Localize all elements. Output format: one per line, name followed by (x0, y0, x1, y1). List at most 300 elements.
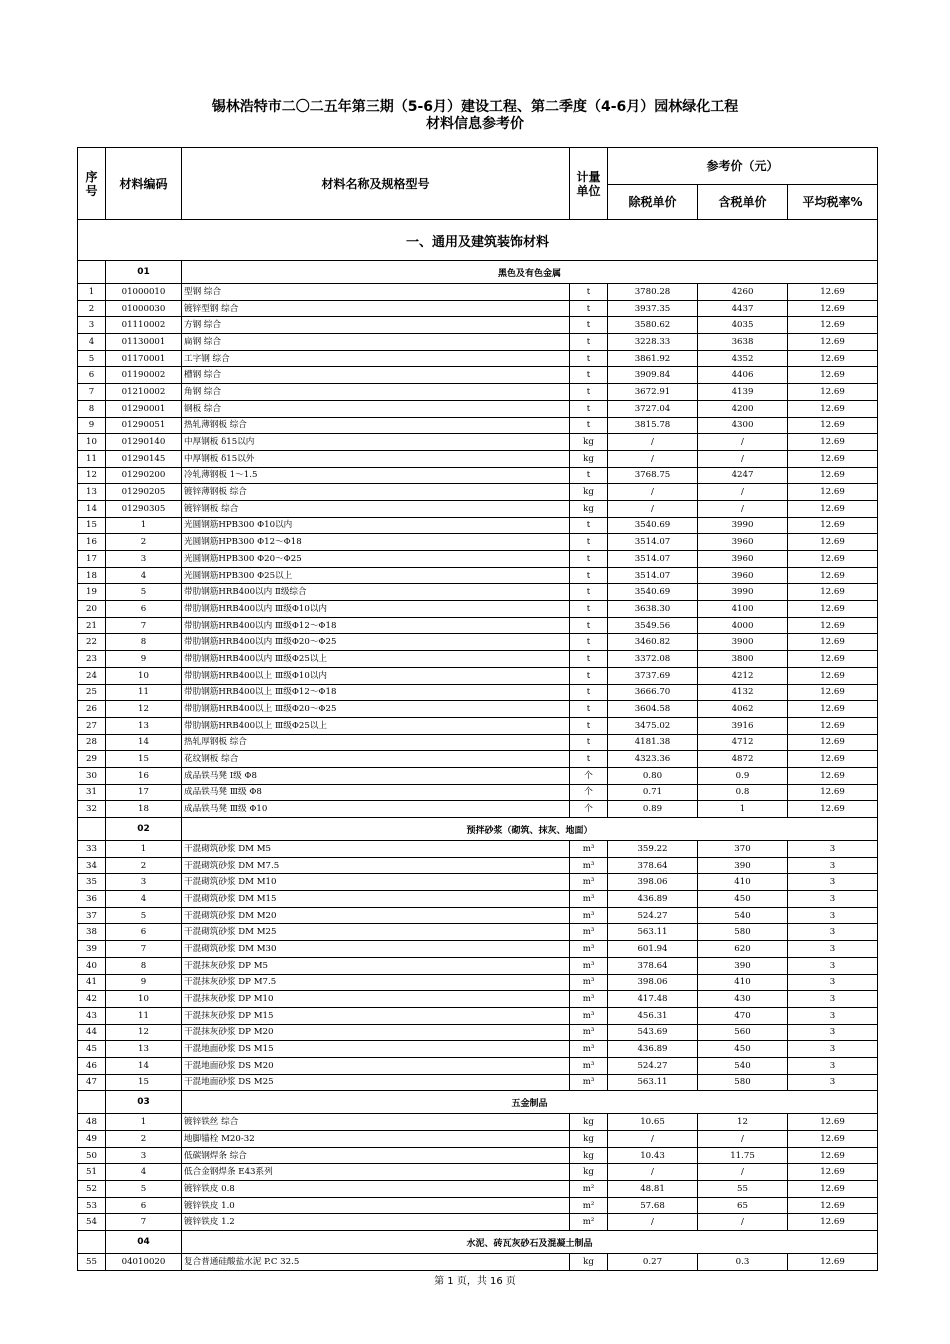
row-name: 干混抹灰砂浆 DP M5 (182, 957, 570, 974)
row-code: 8 (106, 634, 182, 651)
row-name: 成品铁马凳 Ⅰ级 Φ8 (182, 767, 570, 784)
row-price-ex-tax: / (608, 434, 698, 451)
row-avg-tax: 3 (788, 991, 878, 1008)
table-row (78, 701, 878, 718)
row-name: 复合普通硅酸盐水泥 P.C 32.5 (182, 1254, 570, 1271)
row-unit: 个 (570, 767, 608, 784)
row-price-ex-tax: 0.27 (608, 1254, 698, 1271)
row-price-ex-tax: 48.81 (608, 1181, 698, 1198)
row-seq: 26 (78, 701, 106, 718)
table-row (78, 1024, 878, 1041)
row-name: 光圆钢筋HPB300 Φ25以上 (182, 567, 570, 584)
row-seq: 50 (78, 1147, 106, 1164)
row-name: 光圆钢筋HPB300 Φ20～Φ25 (182, 551, 570, 568)
row-seq: 30 (78, 767, 106, 784)
group-code: 01 (106, 261, 182, 284)
header-code: 材料编码 (106, 148, 182, 220)
table-row (78, 857, 878, 874)
row-seq: 38 (78, 924, 106, 941)
row-unit: kg (570, 484, 608, 501)
row-price-ex-tax: 3580.62 (608, 317, 698, 334)
row-name: 干混抹灰砂浆 DP M7.5 (182, 974, 570, 991)
table-row (78, 551, 878, 568)
row-code: 01000010 (106, 284, 182, 301)
table-row (78, 534, 878, 551)
row-price-inc-tax: 12 (698, 1114, 788, 1131)
row-name: 镀锌薄钢板 综合 (182, 484, 570, 501)
row-avg-tax: 12.69 (788, 300, 878, 317)
row-avg-tax: 12.69 (788, 1147, 878, 1164)
row-code: 5 (106, 584, 182, 601)
row-unit: t (570, 517, 608, 534)
row-price-inc-tax: 4352 (698, 350, 788, 367)
row-seq: 32 (78, 801, 106, 818)
row-avg-tax: 12.69 (788, 1254, 878, 1271)
table-row (78, 601, 878, 618)
row-code: 2 (106, 1131, 182, 1148)
row-code: 2 (106, 534, 182, 551)
row-code: 12 (106, 1024, 182, 1041)
row-price-ex-tax: 398.06 (608, 874, 698, 891)
row-unit: m³ (570, 957, 608, 974)
table-row (78, 484, 878, 501)
row-name: 带肋钢筋HRB400以上 Ⅲ级Φ10以内 (182, 667, 570, 684)
row-name: 光圆钢筋HPB300 Φ12～Φ18 (182, 534, 570, 551)
row-unit: m² (570, 1214, 608, 1231)
row-code: 11 (106, 684, 182, 701)
row-unit: t (570, 617, 608, 634)
row-avg-tax: 3 (788, 1041, 878, 1058)
row-price-ex-tax: 563.11 (608, 924, 698, 941)
row-name: 成品铁马凳 Ⅲ级 Φ8 (182, 784, 570, 801)
group-empty-cell (78, 818, 106, 841)
row-price-inc-tax: 4035 (698, 317, 788, 334)
row-name: 干混砌筑砂浆 DM M15 (182, 891, 570, 908)
row-seq: 23 (78, 651, 106, 668)
row-price-inc-tax: 620 (698, 941, 788, 958)
row-unit: t (570, 300, 608, 317)
row-price-ex-tax: 524.27 (608, 907, 698, 924)
row-code: 01210002 (106, 384, 182, 401)
row-seq: 31 (78, 784, 106, 801)
row-price-inc-tax: / (698, 434, 788, 451)
row-price-inc-tax: 3916 (698, 717, 788, 734)
row-code: 13 (106, 717, 182, 734)
row-price-ex-tax: 436.89 (608, 1041, 698, 1058)
row-code: 01190002 (106, 367, 182, 384)
row-avg-tax: 12.69 (788, 734, 878, 751)
row-name: 中厚钢板 δ15以外 (182, 450, 570, 467)
document-subtitle: 材料信息参考价 (426, 116, 524, 132)
row-unit: t (570, 284, 608, 301)
row-seq: 42 (78, 991, 106, 1008)
table-row (78, 500, 878, 517)
row-price-ex-tax: / (608, 1131, 698, 1148)
row-name: 角钢 综合 (182, 384, 570, 401)
row-price-inc-tax: 450 (698, 1041, 788, 1058)
table-row (78, 317, 878, 334)
row-name: 干混砌筑砂浆 DM M5 (182, 841, 570, 858)
row-seq: 41 (78, 974, 106, 991)
row-name: 干混地面砂浆 DS M25 (182, 1074, 570, 1091)
row-seq: 37 (78, 907, 106, 924)
price-table (77, 147, 878, 1271)
row-price-inc-tax: 4712 (698, 734, 788, 751)
group-name: 五金制品 (182, 1091, 878, 1114)
row-price-inc-tax: 65 (698, 1197, 788, 1214)
row-unit: t (570, 651, 608, 668)
row-avg-tax: 12.69 (788, 534, 878, 551)
row-unit: m³ (570, 841, 608, 858)
row-name: 镀锌铁丝 综合 (182, 1114, 570, 1131)
row-name: 带肋钢筋HRB400以上 Ⅲ级Φ12～Φ18 (182, 684, 570, 701)
row-price-ex-tax: 3937.35 (608, 300, 698, 317)
row-avg-tax: 12.69 (788, 667, 878, 684)
row-price-ex-tax: 3815.78 (608, 417, 698, 434)
row-price-ex-tax: 3228.33 (608, 334, 698, 351)
row-price-inc-tax: 450 (698, 891, 788, 908)
row-unit: kg (570, 1164, 608, 1181)
row-price-ex-tax: 359.22 (608, 841, 698, 858)
row-code: 7 (106, 617, 182, 634)
table-row (78, 617, 878, 634)
row-name: 热轧厚钢板 综合 (182, 734, 570, 751)
row-unit: m³ (570, 857, 608, 874)
row-code: 16 (106, 767, 182, 784)
row-seq: 34 (78, 857, 106, 874)
row-price-inc-tax: / (698, 450, 788, 467)
row-name: 花纹钢板 综合 (182, 751, 570, 768)
row-avg-tax: 12.69 (788, 334, 878, 351)
row-price-ex-tax: 3549.56 (608, 617, 698, 634)
row-seq: 54 (78, 1214, 106, 1231)
group-row (78, 1091, 878, 1114)
row-name: 干混砌筑砂浆 DM M30 (182, 941, 570, 958)
row-avg-tax: 3 (788, 874, 878, 891)
row-unit: kg (570, 1147, 608, 1164)
table-row (78, 567, 878, 584)
row-price-ex-tax: 3780.28 (608, 284, 698, 301)
row-code: 04010020 (106, 1254, 182, 1271)
header-name: 材料名称及规格型号 (182, 148, 570, 220)
row-price-ex-tax: 398.06 (608, 974, 698, 991)
table-row (78, 784, 878, 801)
row-unit: 个 (570, 801, 608, 818)
row-unit: m³ (570, 941, 608, 958)
row-name: 干混砌筑砂浆 DM M20 (182, 907, 570, 924)
row-code: 3 (106, 551, 182, 568)
row-unit: t (570, 551, 608, 568)
row-seq: 27 (78, 717, 106, 734)
row-name: 干混抹灰砂浆 DP M20 (182, 1024, 570, 1041)
row-avg-tax: 12.69 (788, 717, 878, 734)
row-avg-tax: 3 (788, 1074, 878, 1091)
row-name: 中厚钢板 δ15以内 (182, 434, 570, 451)
row-price-inc-tax: 3638 (698, 334, 788, 351)
row-avg-tax: 12.69 (788, 1164, 878, 1181)
row-avg-tax: 12.69 (788, 784, 878, 801)
row-seq: 7 (78, 384, 106, 401)
row-code: 11 (106, 1007, 182, 1024)
row-price-ex-tax: / (608, 484, 698, 501)
row-avg-tax: 12.69 (788, 1197, 878, 1214)
table-row (78, 417, 878, 434)
row-unit: t (570, 701, 608, 718)
row-price-ex-tax: 456.31 (608, 1007, 698, 1024)
table-row (78, 634, 878, 651)
row-price-ex-tax: 0.89 (608, 801, 698, 818)
row-code: 01000030 (106, 300, 182, 317)
table-row (78, 1007, 878, 1024)
row-avg-tax: 12.69 (788, 601, 878, 618)
row-name: 扁钢 综合 (182, 334, 570, 351)
row-seq: 14 (78, 500, 106, 517)
row-code: 18 (106, 801, 182, 818)
group-row (78, 1231, 878, 1254)
row-avg-tax: 12.69 (788, 701, 878, 718)
row-price-inc-tax: / (698, 1131, 788, 1148)
row-price-ex-tax: 0.71 (608, 784, 698, 801)
row-price-ex-tax: 3372.08 (608, 651, 698, 668)
table-row (78, 1147, 878, 1164)
row-avg-tax: 12.69 (788, 634, 878, 651)
row-unit: t (570, 467, 608, 484)
row-unit: m³ (570, 1024, 608, 1041)
row-price-ex-tax: 3514.07 (608, 551, 698, 568)
row-unit: kg (570, 1114, 608, 1131)
row-price-ex-tax: 417.48 (608, 991, 698, 1008)
row-price-inc-tax: 3800 (698, 651, 788, 668)
document-title: 锡林浩特市二〇二五年第三期（5-6月）建设工程、第二季度（4-6月）园林绿化工程 (211, 99, 739, 115)
row-seq: 4 (78, 334, 106, 351)
row-price-inc-tax: 3960 (698, 551, 788, 568)
table-row (78, 584, 878, 601)
row-seq: 5 (78, 350, 106, 367)
row-unit: kg (570, 1254, 608, 1271)
table-row (78, 1114, 878, 1131)
row-price-ex-tax: 3460.82 (608, 634, 698, 651)
row-unit: m³ (570, 1074, 608, 1091)
table-row (78, 717, 878, 734)
row-price-ex-tax: 3475.02 (608, 717, 698, 734)
header-avg-tax: 平均税率% (788, 185, 878, 220)
row-avg-tax: 3 (788, 891, 878, 908)
row-name: 低碳钢焊条 综合 (182, 1147, 570, 1164)
row-avg-tax: 12.69 (788, 450, 878, 467)
row-price-ex-tax: / (608, 450, 698, 467)
row-price-inc-tax: 4062 (698, 701, 788, 718)
row-price-ex-tax: 3672.91 (608, 384, 698, 401)
group-name: 预拌砂浆（砌筑、抹灰、地面） (182, 818, 878, 841)
row-unit: m³ (570, 1041, 608, 1058)
table-row (78, 1057, 878, 1074)
row-code: 3 (106, 874, 182, 891)
row-name: 工字钢 综合 (182, 350, 570, 367)
row-unit: t (570, 367, 608, 384)
row-seq: 45 (78, 1041, 106, 1058)
row-name: 带肋钢筋HRB400以内 Ⅲ级Φ10以内 (182, 601, 570, 618)
row-code: 01290051 (106, 417, 182, 434)
row-code: 1 (106, 517, 182, 534)
row-price-ex-tax: 3909.84 (608, 367, 698, 384)
table-row (78, 1197, 878, 1214)
row-seq: 6 (78, 367, 106, 384)
table-row (78, 334, 878, 351)
row-unit: m³ (570, 974, 608, 991)
row-avg-tax: 12.69 (788, 751, 878, 768)
row-avg-tax: 12.69 (788, 367, 878, 384)
row-unit: m² (570, 1197, 608, 1214)
group-empty-cell (78, 261, 106, 284)
row-name: 镀锌铁皮 0.8 (182, 1181, 570, 1198)
row-price-inc-tax: 390 (698, 857, 788, 874)
row-unit: m³ (570, 874, 608, 891)
row-unit: t (570, 717, 608, 734)
row-name: 冷轧薄钢板 1～1.5 (182, 467, 570, 484)
row-seq: 22 (78, 634, 106, 651)
row-price-inc-tax: 1 (698, 801, 788, 818)
row-unit: t (570, 601, 608, 618)
row-code: 01290140 (106, 434, 182, 451)
row-name: 方钢 综合 (182, 317, 570, 334)
row-price-inc-tax: 4260 (698, 284, 788, 301)
row-seq: 3 (78, 317, 106, 334)
row-name: 带肋钢筋HRB400以上 Ⅲ级Φ20～Φ25 (182, 701, 570, 718)
row-seq: 20 (78, 601, 106, 618)
row-avg-tax: 12.69 (788, 350, 878, 367)
row-price-inc-tax: 0.3 (698, 1254, 788, 1271)
row-avg-tax: 3 (788, 857, 878, 874)
row-unit: t (570, 734, 608, 751)
row-avg-tax: 12.69 (788, 584, 878, 601)
row-seq: 33 (78, 841, 106, 858)
row-price-ex-tax: / (608, 1214, 698, 1231)
row-avg-tax: 12.69 (788, 400, 878, 417)
row-code: 01110002 (106, 317, 182, 334)
table-row (78, 1131, 878, 1148)
row-name: 钢板 综合 (182, 400, 570, 417)
row-name: 带肋钢筋HRB400以内 Ⅱ级综合 (182, 584, 570, 601)
row-seq: 11 (78, 450, 106, 467)
row-code: 3 (106, 1147, 182, 1164)
row-name: 干混地面砂浆 DS M20 (182, 1057, 570, 1074)
row-code: 01290001 (106, 400, 182, 417)
row-seq: 9 (78, 417, 106, 434)
row-price-ex-tax: 4181.38 (608, 734, 698, 751)
row-code: 1 (106, 841, 182, 858)
section-title: 一、通用及建筑装饰材料 (78, 220, 878, 261)
table-row (78, 367, 878, 384)
row-avg-tax: 12.69 (788, 1214, 878, 1231)
row-price-inc-tax: 4406 (698, 367, 788, 384)
row-code: 9 (106, 651, 182, 668)
row-avg-tax: 3 (788, 841, 878, 858)
row-price-inc-tax: 430 (698, 991, 788, 1008)
row-price-inc-tax: 4212 (698, 667, 788, 684)
row-unit: t (570, 584, 608, 601)
row-price-inc-tax: / (698, 1164, 788, 1181)
row-price-inc-tax: 3960 (698, 534, 788, 551)
row-price-inc-tax: 3900 (698, 634, 788, 651)
row-avg-tax: 12.69 (788, 500, 878, 517)
table-row (78, 957, 878, 974)
row-name: 干混抹灰砂浆 DP M15 (182, 1007, 570, 1024)
row-name: 干混地面砂浆 DS M15 (182, 1041, 570, 1058)
row-name: 低合金钢焊条 E43系列 (182, 1164, 570, 1181)
table-row (78, 300, 878, 317)
row-seq: 8 (78, 400, 106, 417)
table-row (78, 891, 878, 908)
row-seq: 35 (78, 874, 106, 891)
row-seq: 29 (78, 751, 106, 768)
row-unit: kg (570, 450, 608, 467)
row-price-inc-tax: 4139 (698, 384, 788, 401)
row-name: 镀锌铁皮 1.2 (182, 1214, 570, 1231)
table-row (78, 450, 878, 467)
group-name: 黑色及有色金属 (182, 261, 878, 284)
row-code: 2 (106, 857, 182, 874)
row-code: 01130001 (106, 334, 182, 351)
table-row (78, 1074, 878, 1091)
row-avg-tax: 12.69 (788, 434, 878, 451)
row-unit: t (570, 667, 608, 684)
row-price-inc-tax: 4132 (698, 684, 788, 701)
table-row (78, 517, 878, 534)
table-row (78, 434, 878, 451)
row-seq: 43 (78, 1007, 106, 1024)
table-row (78, 400, 878, 417)
row-name: 镀锌铁皮 1.0 (182, 1197, 570, 1214)
row-avg-tax: 3 (788, 924, 878, 941)
row-seq: 13 (78, 484, 106, 501)
group-code: 03 (106, 1091, 182, 1114)
row-seq: 40 (78, 957, 106, 974)
group-row (78, 818, 878, 841)
row-avg-tax: 3 (788, 941, 878, 958)
row-unit: 个 (570, 784, 608, 801)
row-seq: 55 (78, 1254, 106, 1271)
row-price-ex-tax: 3604.58 (608, 701, 698, 718)
group-code: 04 (106, 1231, 182, 1254)
row-code: 12 (106, 701, 182, 718)
row-price-ex-tax: 436.89 (608, 891, 698, 908)
row-price-inc-tax: 4872 (698, 751, 788, 768)
row-name: 带肋钢筋HRB400以上 Ⅲ级Φ25以上 (182, 717, 570, 734)
row-unit: kg (570, 1131, 608, 1148)
row-unit: kg (570, 500, 608, 517)
row-seq: 25 (78, 684, 106, 701)
row-price-ex-tax: 3737.69 (608, 667, 698, 684)
page-footer: 第 1 页，共 16 页 (434, 1276, 516, 1287)
row-code: 5 (106, 1181, 182, 1198)
row-avg-tax: 12.69 (788, 384, 878, 401)
row-price-inc-tax: 0.8 (698, 784, 788, 801)
row-code: 4 (106, 1164, 182, 1181)
row-price-inc-tax: / (698, 500, 788, 517)
row-unit: m³ (570, 991, 608, 1008)
row-name: 槽钢 综合 (182, 367, 570, 384)
row-seq: 52 (78, 1181, 106, 1198)
row-seq: 19 (78, 584, 106, 601)
row-price-ex-tax: 524.27 (608, 1057, 698, 1074)
row-code: 01290145 (106, 450, 182, 467)
header-price-inc-tax: 含税单价 (698, 185, 788, 220)
row-avg-tax: 12.69 (788, 684, 878, 701)
row-seq: 28 (78, 734, 106, 751)
row-name: 镀锌型钢 综合 (182, 300, 570, 317)
group-row (78, 261, 878, 284)
header-ref-price: 参考价（元） (608, 148, 878, 185)
